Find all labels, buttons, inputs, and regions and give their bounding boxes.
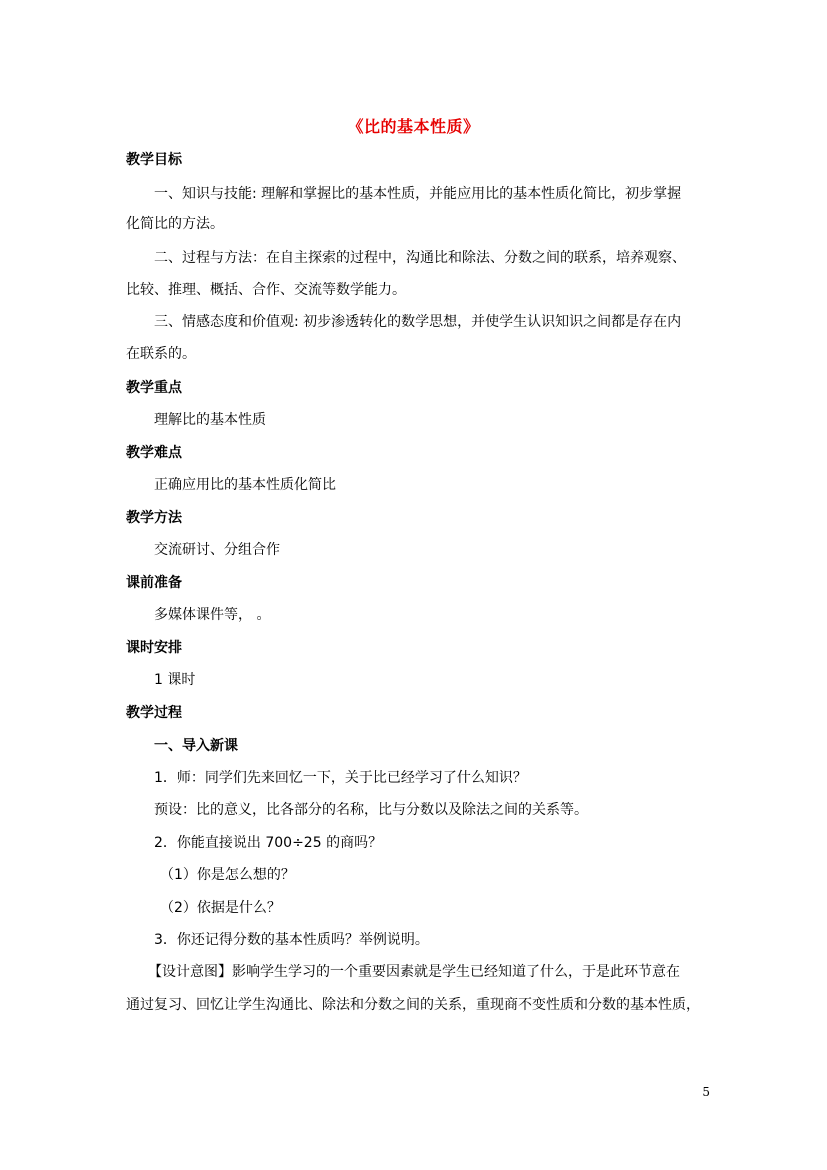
process-question-2: 2．你能直接说出 700÷25 的商吗？ — [154, 835, 383, 851]
schedule-text: 1 课时 — [154, 672, 196, 688]
objective-1-line-2: 化简比的方法。 — [126, 216, 224, 232]
preparation-text: 多媒体课件等， 。 — [154, 607, 271, 623]
objective-3-line-1: 三、情感态度和价值观: 初步渗透转化的数学思想，并使学生认识知识之间都是存在内 — [154, 314, 682, 330]
process-question-1: 1．师：同学们先来回忆一下，关于比已经学习了什么知识？ — [154, 770, 527, 786]
heading-process: 教学过程 — [126, 705, 182, 721]
method-text: 交流研讨、分组合作 — [154, 542, 280, 558]
process-preset: 预设：比的意义，比各部分的名称，比与分数以及除法之间的关系等。 — [154, 802, 588, 818]
page-number: 5 — [702, 1085, 710, 1099]
heading-preparation: 课前准备 — [126, 575, 182, 591]
heading-schedule: 课时安排 — [126, 640, 182, 656]
process-question-3: 3．你还记得分数的基本性质吗？举例说明。 — [154, 932, 429, 948]
design-intent-line-2: 通过复习、回忆让学生沟通比、除法和分数之间的关系，重现商不变性质和分数的基本性质， — [126, 997, 700, 1013]
heading-key-point: 教学重点 — [126, 380, 182, 396]
objective-2-line-1: 二、过程与方法：在自主探索的过程中，沟通比和除法、分数之间的联系，培养观察、 — [154, 250, 686, 266]
heading-method: 教学方法 — [126, 510, 182, 526]
heading-difficulty: 教学难点 — [126, 445, 182, 461]
process-question-2b: （2）依据是什么？ — [160, 900, 281, 916]
objective-2-line-2: 比较、推理、概括、合作、交流等数学能力。 — [126, 282, 406, 298]
document-title: 《比的基本性质》 — [347, 117, 480, 136]
process-question-2a: （1）你是怎么想的？ — [160, 867, 295, 883]
heading-objectives: 教学目标 — [126, 152, 182, 168]
difficulty-text: 正确应用比的基本性质化简比 — [154, 477, 336, 493]
key-point-text: 理解比的基本性质 — [154, 412, 266, 428]
design-intent-line-1: 【设计意图】影响学生学习的一个重要因素就是学生已经知道了什么，于是此环节意在 — [148, 964, 680, 980]
objective-1-line-1: 一、知识与技能: 理解和掌握比的基本性质，并能应用比的基本性质化简比，初步掌握 — [154, 186, 682, 202]
process-section-1: 一、导入新课 — [154, 738, 238, 754]
objective-3-line-2: 在联系的。 — [126, 346, 196, 362]
